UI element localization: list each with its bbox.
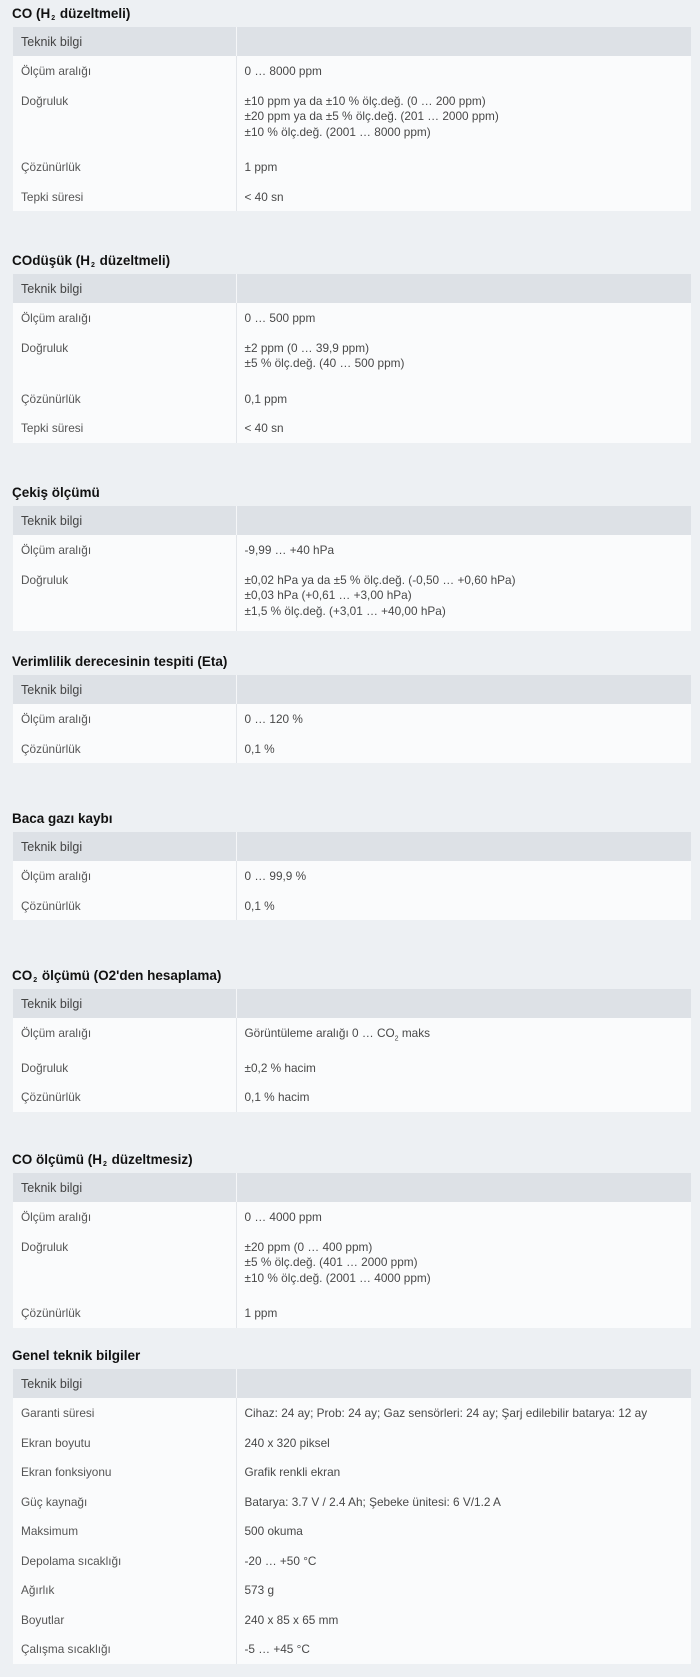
row-value: ±0,2 % hacim xyxy=(236,1053,691,1083)
spec-table xyxy=(13,506,691,631)
table-header: Teknik bilgi xyxy=(13,274,236,303)
row-value: 240 x 320 piksel xyxy=(236,1428,691,1458)
row-label: Doğruluk xyxy=(13,333,236,384)
row-value: < 40 sn xyxy=(236,413,691,443)
row-label: Depolama sıcaklığı xyxy=(13,1546,236,1576)
row-label: Çözünürlük xyxy=(13,734,236,764)
table-row xyxy=(13,333,691,384)
table-row xyxy=(13,56,691,86)
row-value: 573 g xyxy=(236,1575,691,1605)
row-value: -5 … +45 °C xyxy=(236,1634,691,1664)
row-label: Güç kaynağı xyxy=(13,1487,236,1517)
table-header: Teknik bilgi xyxy=(13,675,236,704)
table-row xyxy=(13,1398,691,1428)
row-label: Çözünürlük xyxy=(13,152,236,182)
row-value: 1 ppm xyxy=(236,1298,691,1328)
row-label: Çalışma sıcaklığı xyxy=(13,1634,236,1664)
row-label: Ölçüm aralığı xyxy=(13,1202,236,1232)
spec-table xyxy=(13,274,691,443)
table-row xyxy=(13,182,691,212)
row-value: ±10 ppm ya da ±10 % ölç.değ. (0 … 200 ppm) ±20 ppm ya da ±5 % ölç.değ. (201 … 2000 ppm) ±10 % ölç.değ. (2001 … 8000 ppm) xyxy=(236,86,691,153)
row-value: 0 … 120 % xyxy=(236,704,691,734)
row-value: -9,99 … +40 hPa xyxy=(236,535,691,565)
section-title: Çekiş ölçümü xyxy=(12,485,100,500)
row-label: Çözünürlük xyxy=(13,384,236,414)
row-value: Görüntüleme aralığı 0 … $CO_2$ maks xyxy=(236,1018,691,1053)
table-row xyxy=(13,1516,691,1546)
section-co2 xyxy=(0,962,700,1112)
spec-table xyxy=(13,1369,691,1664)
section-title: Verimlilik derecesinin tespiti (Eta) xyxy=(12,654,228,669)
table-row xyxy=(13,861,691,891)
row-value: -20 … +50 °C xyxy=(236,1546,691,1576)
spec-table xyxy=(13,1173,691,1328)
table-row xyxy=(13,1053,691,1083)
section-title: $CO_2$ ölçümü (O2'den hesaplama) xyxy=(12,968,222,984)
table-row xyxy=(13,1634,691,1664)
section-general xyxy=(0,1342,700,1664)
table-row xyxy=(13,303,691,333)
spec-table xyxy=(13,675,691,763)
table-row xyxy=(13,1428,691,1458)
table-row xyxy=(13,891,691,921)
row-value: < 40 sn xyxy=(236,182,691,212)
row-label: Ölçüm aralığı xyxy=(13,1018,236,1053)
table-row xyxy=(13,704,691,734)
row-value: ±2 ppm (0 … 39,9 ppm) ±5 % ölç.değ. (40 … 500 ppm) xyxy=(236,333,691,384)
row-label: Ölçüm aralığı xyxy=(13,861,236,891)
table-row xyxy=(13,1575,691,1605)
row-value: 0,1 % xyxy=(236,734,691,764)
row-label: Tepki süresi xyxy=(13,413,236,443)
row-value: 0 … 500 ppm xyxy=(236,303,691,333)
row-value: 0 … 99,9 % xyxy=(236,861,691,891)
section-co-low xyxy=(0,247,700,443)
row-label: Ölçüm aralığı xyxy=(13,56,236,86)
row-value: ±20 ppm (0 … 400 ppm) ±5 % ölç.değ. (401 … 2000 ppm) ±10 % ölç.değ. (2001 … 4000 ppm) xyxy=(236,1232,691,1299)
row-label: Ölçüm aralığı xyxy=(13,704,236,734)
table-row xyxy=(13,734,691,764)
section-title: Baca gazı kaybı xyxy=(12,811,113,826)
table-header: Teknik bilgi xyxy=(13,1369,236,1398)
row-label: Ölçüm aralığı xyxy=(13,535,236,565)
section-flue-loss xyxy=(0,805,700,920)
table-row xyxy=(13,152,691,182)
table-row xyxy=(13,413,691,443)
row-value: 0,1 ppm xyxy=(236,384,691,414)
table-row xyxy=(13,1082,691,1112)
table-header: Teknik bilgi xyxy=(13,506,236,535)
table-row xyxy=(13,565,691,632)
section-co-h2 xyxy=(0,0,700,211)
row-label: Ağırlık xyxy=(13,1575,236,1605)
section-title: CO ölçümü ($H_2$ düzeltmesiz) xyxy=(12,1152,193,1168)
spec-table xyxy=(13,27,691,211)
table-header: Teknik bilgi xyxy=(13,832,236,861)
table-row xyxy=(13,1546,691,1576)
row-value: 0,1 % xyxy=(236,891,691,921)
row-value: 500 okuma xyxy=(236,1516,691,1546)
table-row xyxy=(13,1298,691,1328)
row-label: Çözünürlük xyxy=(13,1298,236,1328)
table-row xyxy=(13,1018,691,1053)
row-label: Çözünürlük xyxy=(13,1082,236,1112)
table-row xyxy=(13,384,691,414)
row-label: Doğruluk xyxy=(13,1053,236,1083)
section-co-uncorrected xyxy=(0,1146,700,1328)
row-label: Ekran fonksiyonu xyxy=(13,1457,236,1487)
row-label: Doğruluk xyxy=(13,565,236,632)
table-row xyxy=(13,1487,691,1517)
table-row xyxy=(13,1457,691,1487)
row-value: Grafik renkli ekran xyxy=(236,1457,691,1487)
row-value: Cihaz: 24 ay; Prob: 24 ay; Gaz sensörleri: 24 ay; Şarj edilebilir batarya: 12 ay xyxy=(236,1398,691,1428)
row-label: Maksimum xyxy=(13,1516,236,1546)
row-value: 0,1 % hacim xyxy=(236,1082,691,1112)
row-label: Çözünürlük xyxy=(13,891,236,921)
row-label: Boyutlar xyxy=(13,1605,236,1635)
spec-table xyxy=(13,989,691,1112)
row-label: Doğruluk xyxy=(13,1232,236,1299)
table-row xyxy=(13,1232,691,1299)
row-label: Ekran boyutu xyxy=(13,1428,236,1458)
row-label: Tepki süresi xyxy=(13,182,236,212)
section-title: CO ($H_2$ düzeltmeli) xyxy=(12,6,131,22)
spec-table xyxy=(13,832,691,920)
table-row xyxy=(13,1202,691,1232)
table-row xyxy=(13,1605,691,1635)
section-title: COdüşük ($H_2$ düzeltmeli) xyxy=(12,253,171,269)
row-value: 240 x 85 x 65 mm xyxy=(236,1605,691,1635)
row-value: ±0,02 hPa ya da ±5 % ölç.değ. (-0,50 … +0,60 hPa) ±0,03 hPa (+0,61 … +3,00 hPa) ±1,5 % ölç.değ. (+3,01 … +40,00 hPa) xyxy=(236,565,691,632)
row-value: 0 … 4000 ppm xyxy=(236,1202,691,1232)
section-title: Genel teknik bilgiler xyxy=(12,1348,141,1363)
table-row xyxy=(13,535,691,565)
table-header: Teknik bilgi xyxy=(13,989,236,1018)
table-header: Teknik bilgi xyxy=(13,1173,236,1202)
row-value: Batarya: 3.7 V / 2.4 Ah; Şebeke ünitesi: 6 V/1.2 A xyxy=(236,1487,691,1517)
row-label: Doğruluk xyxy=(13,86,236,153)
row-value: 0 … 8000 ppm xyxy=(236,56,691,86)
section-efficiency xyxy=(0,648,700,763)
row-value: 1 ppm xyxy=(236,152,691,182)
table-header: Teknik bilgi xyxy=(13,27,236,56)
table-row xyxy=(13,86,691,153)
section-draft xyxy=(0,479,700,631)
row-label: Garanti süresi xyxy=(13,1398,236,1428)
row-label: Ölçüm aralığı xyxy=(13,303,236,333)
